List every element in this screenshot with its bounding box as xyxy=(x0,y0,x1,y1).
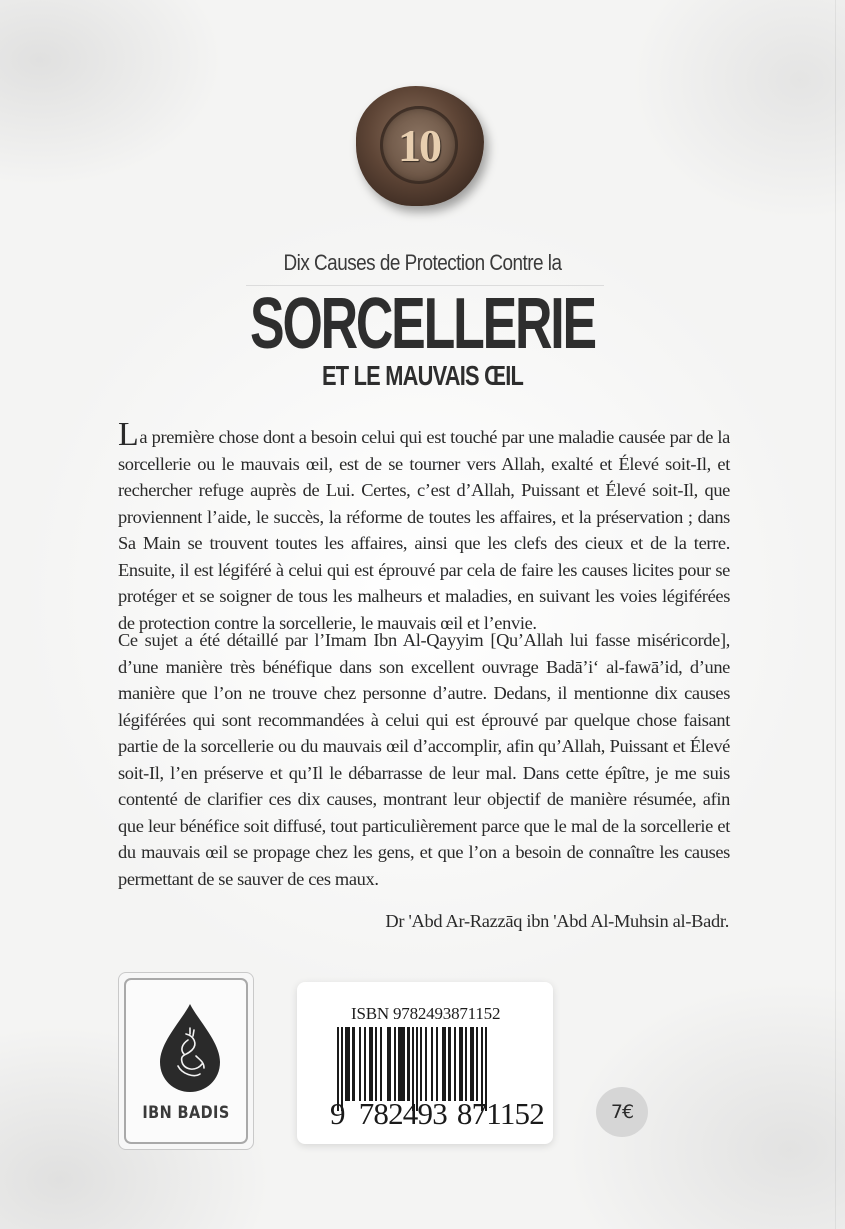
publisher-logo xyxy=(118,972,254,1150)
barcode-digits xyxy=(330,1096,544,1131)
blurb-paragraph-2: Ce sujet a été détaillé par l’Imam Ibn Al-Qayyim [Qu’Allah lui fasse miséricorde], d’une manière très bénéfique dans son excellent ouvrage Badā’i‘ al-fawā’id, d’une manière que l’on ne trouve chez personne d’autre. Dedans, il mentionne dix causes légiférées qui sont recommandées à celui qui est éprouvé par quelque chose faisant partie de la sorcellerie ou du mauvais œil d’accomplir, afin qu’Allah, Puissant et Élevé soit-Il, l’en préserve et qu’Il le débarrasse de leur mal. Dans cette épître, je me suis contenté de clarifier ces dix causes, montrant leur objectif de manière résumée, afin que leur bénéfice soit diffusé, tout particulièrement parce que le mal de la sorcellerie et du mauvais œil se propage chez les gens, et que l’on a besoin de connaître les causes permettant de se sauver de ces maux. xyxy=(118,630,730,889)
author-signature: Dr 'Abd Ar-Razzāq ibn 'Abd Al-Muhsin al-Badr. xyxy=(385,911,729,931)
blurb-paragraph-1 xyxy=(118,416,730,636)
drop-cap: L xyxy=(118,416,139,453)
barcode-digits-left: 782493 xyxy=(358,1096,447,1131)
publisher-name: IBN BADIS xyxy=(142,1103,230,1123)
wax-seal-icon xyxy=(356,86,484,206)
water-drop-calligraphy-icon xyxy=(160,1004,220,1092)
barcode-digits-right: 871152 xyxy=(456,1096,544,1131)
price-badge: 7€ xyxy=(596,1087,648,1137)
book-title: SORCELLERIE xyxy=(250,284,595,364)
barcode-digit-first: 9 xyxy=(330,1096,345,1131)
spine-edge xyxy=(835,0,836,1229)
isbn-label: ISBN 9782493871152 xyxy=(351,1004,501,1023)
isbn-barcode xyxy=(297,982,553,1144)
publisher-logo-frame xyxy=(124,978,248,1144)
paragraph-1-text: a première chose dont a besoin celui qui est touché par une maladie causée par de la sorcellerie ou le mauvais œil, est de se tourner vers Allah, exalté et Élevé soit-Il, et rechercher refuge auprès de Lui. Certes, c’est d’Allah, Puissant et Élevé soit-Il, que proviennent l’aide, le succès, la réforme de toutes les affaires, et la préservation ; dans Sa Main se trouvent toutes les affaires, ainsi que les clefs des cieux et de la terre. Ensuite, il est légiféré à celui qui est éprouvé par cela de faire les causes licites pour se protéger et se soigner de tous les malheurs et maladies, en suivant les voies légiférées de protection contre la sorcellerie, le mauvais œil et l’envie. xyxy=(118,427,730,633)
book-subtitle: Dix Causes de Protection Contre la xyxy=(283,250,562,275)
book-title-secondary: ET LE MAUVAIS ŒIL xyxy=(321,360,524,391)
seal-number: 10 xyxy=(398,119,440,171)
